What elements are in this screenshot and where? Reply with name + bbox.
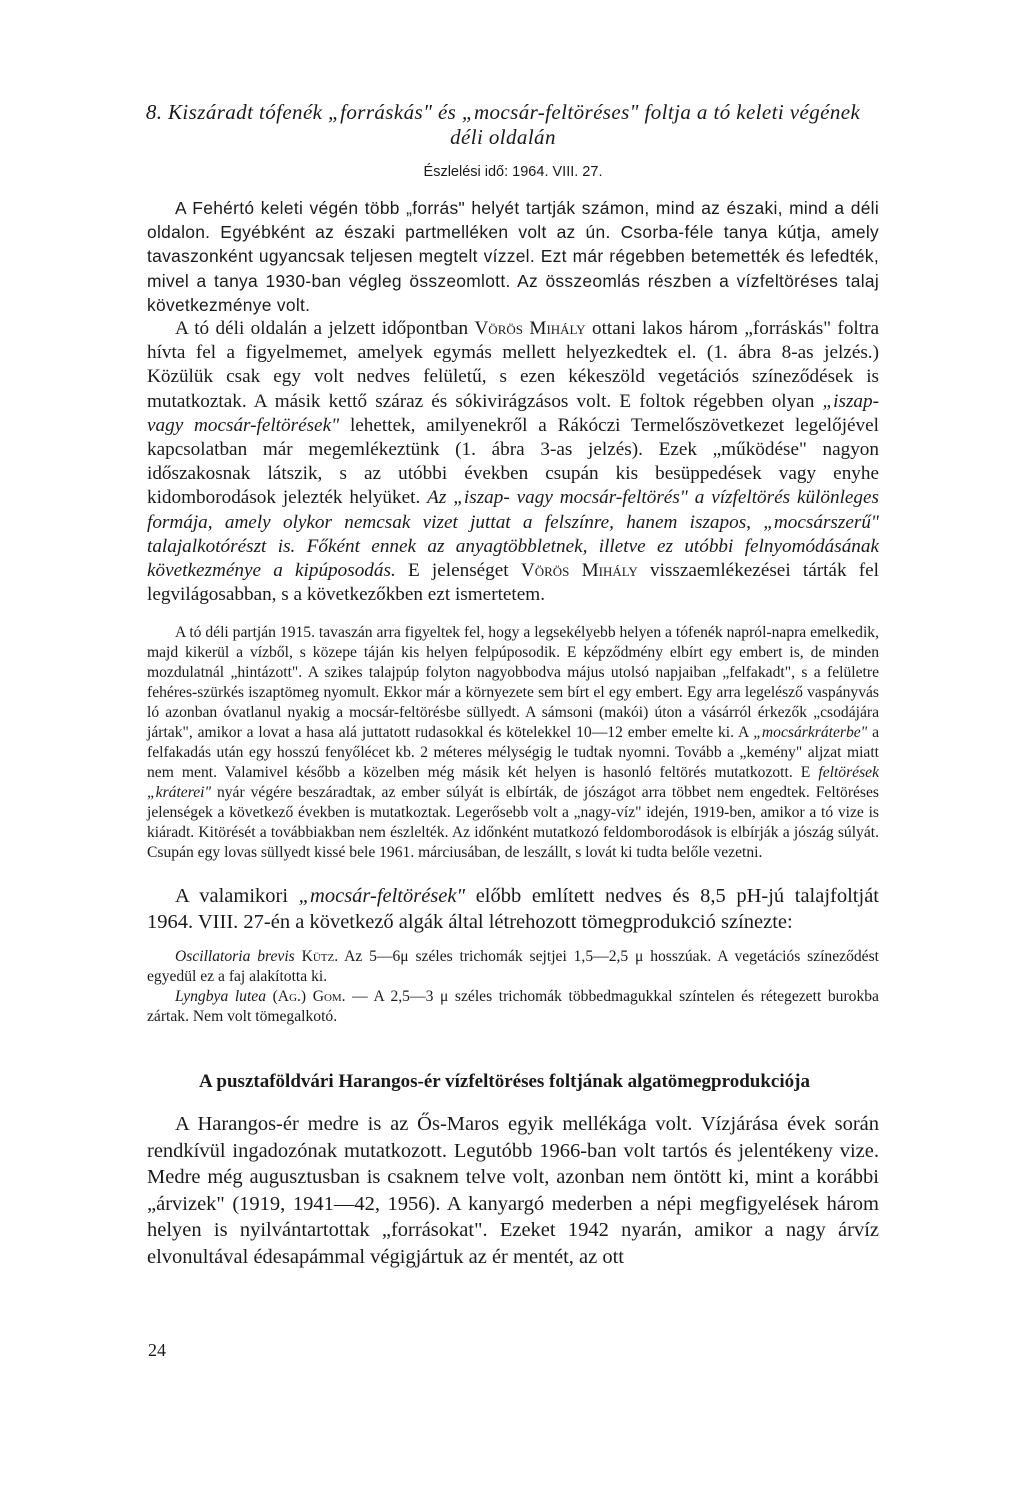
text-run: A tó déli partján 1915. tavaszán arra figyeltek fel, hogy a legsekélyebb helyen a tófenék napról-napra emelkedik, majd kikerül a vízből, s közepe táján kis helyen felpúposodik. E képződmény elbírt egy embert is, de minden mozdulatnál „hintázott". A szikes talajpúp folyton nagyobbodva május utolsó napjaiban „felfakadt", s a felületre fehéres-szürkés iszaptömeg nyomult. Ekkor már a környezete sem bírt el egy embert. Egy arra legelésző vaspányvás ló azonban óvatlanul nyakig a mocsár-feltörésbe süllyedt. A sámsoni (makói) úton a vásárról érkezők „csodájára jártak", amikor a lovat a hasa alá juttatott rudasokkal és kötelekkel 10—12 ember emelte ki. A	[147, 624, 879, 742]
text-run: előbb említett nedves és 8,5 pH-jú talajfoltját 1964. VIII. 27-én a következő algák által létrehozott tömegprodukció színezte:	[147, 885, 879, 934]
italic-term: „mocsárkráterbe"	[753, 724, 868, 742]
species-description: Az 5—6μ széles trichomák sejtjei 1,5—2,5 μ hosszúak. A vegetációs színeződést egyedül ez a faj alakította ki.	[147, 948, 879, 986]
species-name: Lyngbya lutea	[175, 988, 267, 1006]
species-author: (Ag.) Gom.	[272, 988, 346, 1006]
text-run: A valamikori	[175, 885, 299, 908]
species-entry	[147, 947, 879, 987]
paragraph-voros-mihaly	[147, 317, 879, 607]
italic-definition: Az „iszap- vagy mocsár-feltörés" a vízfeltörés különleges formája, amely olykor nemcsak vizet juttat a felszínre, hanem iszapos, „mocsárszerű" talajalkotórészt is. Főként ennek az anyagtöbbletnek, illetve ez utóbbi felnyomódásának következménye a kipúposodás.	[147, 487, 880, 582]
species-description: — A 2,5—3 μ széles trichomák többedmagukkal színtelen és rétegezett burokba zártak. Nem volt tömegalkotó.	[147, 988, 879, 1026]
species-name: Oscillatoria brevis	[175, 948, 295, 966]
text-run: nyár végére beszáradtak, az ember súlyát is elbírták, de jószágot arra többet nem engedtek. Feltöréses jelenségek a következő években is mutatkoztak. Legerősebb volt a „nagy-víz" idején, 1919-ben, amikor a tó vize is kiáradt. Kitörését a továbbiakban nem észlelték. Az időnként mutatkozó feldomborodások is elbírják a jószág súlyát. Csupán egy lovas süllyedt kissé bele 1961. márciusában, de leszállt, s lovát ki tudta belőle vezetni.	[147, 784, 879, 862]
italic-term: „mocsár-feltörések"	[298, 885, 466, 908]
text-run: E jelenséget	[395, 560, 521, 582]
text-run: A tó déli oldalán a jelzett időpontban	[175, 318, 475, 340]
italic-term: „iszap- vagy mocsár-feltörések"	[147, 390, 879, 436]
recollection-block	[147, 623, 879, 863]
text-run: a felfakadás után egy hosszú fenyőlécet kb. 2 méteres mélységig le tudtak nyomni. Tovább a „kemény" aljzat miatt nem ment. Valamivel később a közelben még másik két helyen is hasonló feltörés mutatkozott. E	[147, 724, 879, 782]
page-number: 24	[148, 1340, 166, 1360]
paragraph-fehertó: A Fehértó keleti végén több „forrás" helyét tartják számon, mind az északi, mind a déli oldalon. Egyébként az északi partmelléken volt az ún. Csorba-féle tanya kútja, amely tavaszonként ugyancsak teljesen megtelt vízzel. Ezt már régebben betemették és lefedték, mivel a tanya 1930-ban végleg összeomlott. Az összeomlás részben a vízfeltöréses talaj következménye volt.	[147, 198, 879, 315]
section-heading: 8. Kiszáradt tófenék „forráskás" és „mocsár-feltöréses" foltja a tó keleti végének déli oldalán	[145, 100, 861, 149]
section-title: A pusztaföldvári Harangos-ér vízfeltöréses foltjának algatömegprodukciója	[199, 1071, 810, 1093]
species-author: Kütz.	[301, 948, 339, 966]
text-run: ottani lakos három „forráskás" foltra hívta fel a figyelmemet, amelyek egymás mellett helyezkedtek el. (1. ábra 8-as jelzés.) Közülük csak egy volt nedves felületű, s ezen kékeszöld vegetációs színeződések is mutatkoztak. A másik kettő száraz és sókivirágzásos volt. E foltok régebben olyan	[147, 318, 879, 412]
species-list	[147, 947, 879, 1027]
person-name: Vörös Mihály	[474, 318, 586, 340]
paragraph-harangos-er: A Harangos-ér medre is az Ős-Maros egyik mellékága volt. Vízjárása évek során rendkívül ingadozónak mutatkozott. Legutóbb 1966-ban volt tartós és jelentékeny vize. Medre még augusztusban is csaknem telve volt, azonban nem öntött ki, mint a korábbi „árvizek" (1919, 1941—42, 1956). A kanyargó mederben a népi megfigyelések három helyen is nyilvántartottak „forrásokat". Ezeket 1942 nyarán, amikor a nagy árvíz elvonultával édesapámmal végigjártuk az ér mentét, az ott	[147, 1113, 879, 1268]
species-entry	[147, 987, 879, 1027]
page-content	[147, 100, 879, 1270]
italic-term: feltörések „kráterei"	[147, 764, 879, 802]
person-name: Vörös Mihály	[520, 560, 638, 582]
observation-date: Észlelési idő: 1964. VIII. 27.	[423, 164, 603, 180]
paragraph-algae-intro	[147, 883, 879, 935]
text-run: lehettek, amilyenekről a Rákóczi Termelőszövetkezet legelőjével kapcsolatban már megemlékeztünk (1. ábra 3-as jelzés). Ezek „működése" nagyon időszakosnak látszik, s az utóbbi években csupán kis besüppedések vagy enyhe kidomborodások jelezték helyüket.	[147, 414, 879, 509]
text-run: visszaemlékezései tárták fel legvilágosabban, s a következőkben ezt ismertetem.	[147, 560, 879, 606]
